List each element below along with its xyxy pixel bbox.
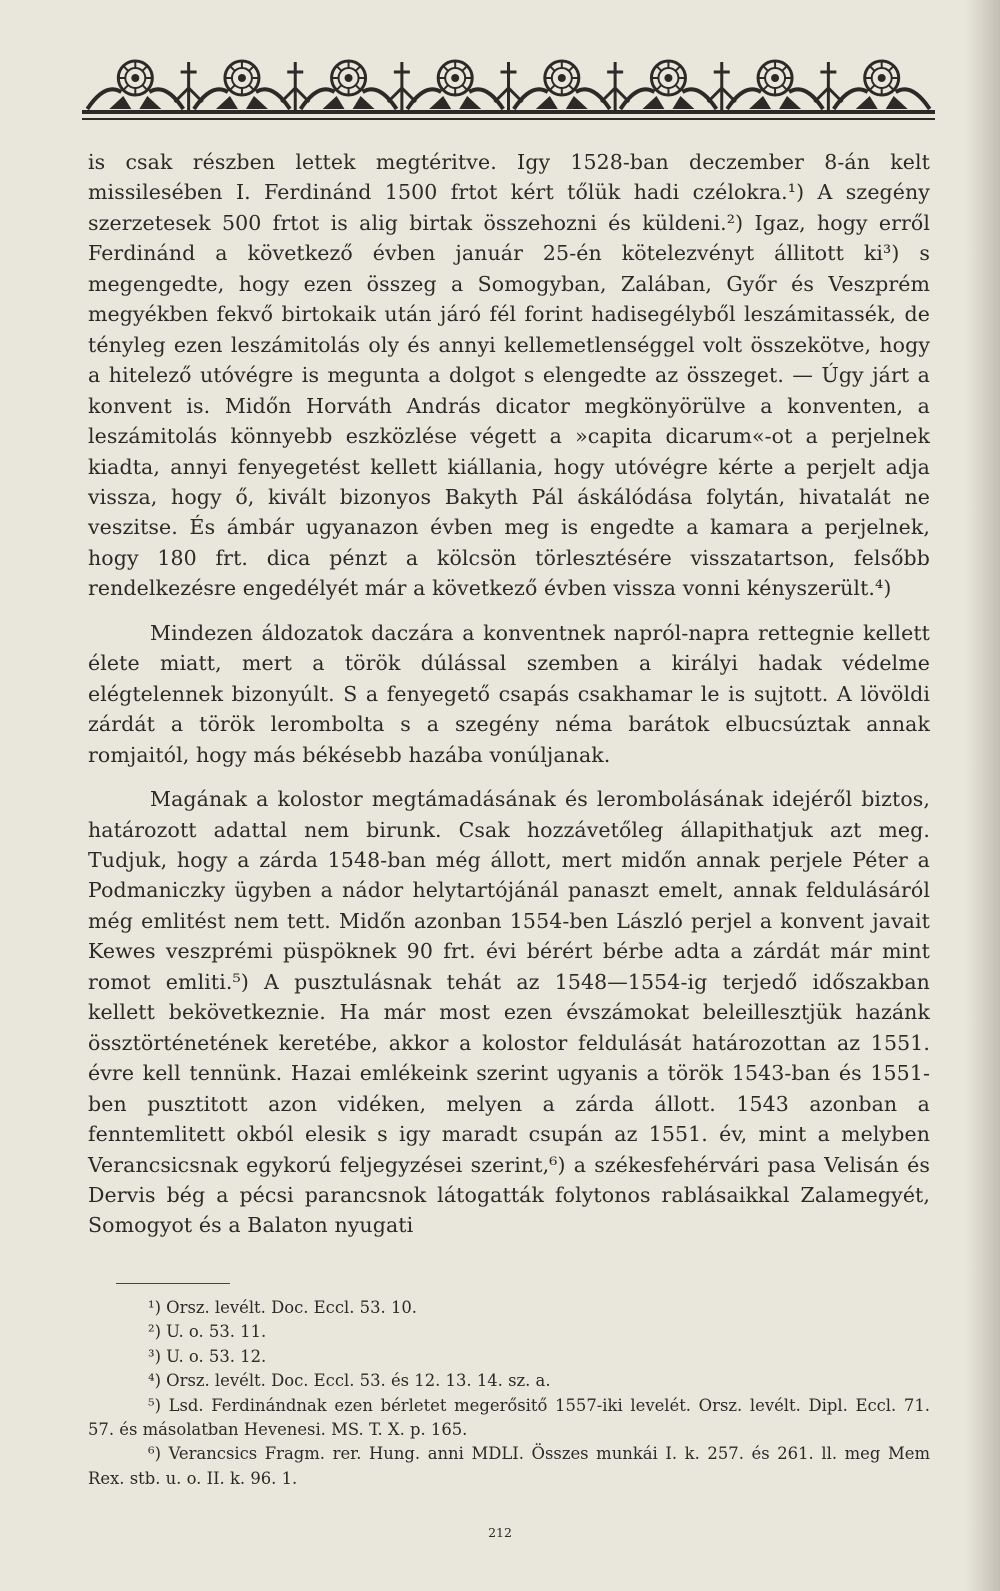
rosette-motif-icon [175,61,290,110]
rosette-motif-icon [814,61,929,110]
footnote-5: ⁵) Lsd. Ferdinándnak ezen bérletet megerősitő 1557-iki levelét. Orsz. levélt. Dipl. Eccl. 71. 57. és másolatban Hevenesi. MS. T. X. p. 165. [88,1395,930,1440]
footnote-3: ³) U. o. 53. 12. [148,1346,267,1366]
footnotes [88,1296,930,1491]
footnote-1: ¹) Orsz. levélt. Doc. Eccl. 53. 10. [148,1298,418,1317]
footnote-4: ⁴) Orsz. levélt. Doc. Eccl. 53. és 12. 13. 14. sz. a. [148,1371,551,1391]
body-text [88,147,930,1241]
rosette-motif-icon [281,61,396,110]
paragraph-1: is csak részben lettek megtéritve. Igy 1528-ban deczember 8-án kelt missilesében I. Ferdinánd 1500 frtot kért tőlük hadi czélokra.¹) A szegény szerzetesek 500 frtot is alig birtak összehozni és küldeni.²) Igaz, hogy erről Ferdinánd a következő évben január 25-én kötelezvényt állitott ki³) s megengedte, hogy ezen összeg a Somogyban, Zalában, Győr és Veszprém megyékben fekvő birtokaik után járó fél forint hadisegélyből leszámitassék, de tényleg ezen leszámitolás oly és annyi kellemetlenséggel volt összekötve, hogy a hitelező utóvégre is megunta a dolgot s elengedte az összeget. — Úgy járt a konvent is. Midőn Horváth András dicator megkönyörülve a konventen, a leszámitolás könnyebb eszközlése végett a »capita dicarum«-ot a perjelnek kiadta, annyi fenyegetést kellett kiállania, hogy utóvégre kérte a perjelt adja vissza, hogy ő, kivált bizonyos Bakyth Pál áskálódása folytán, hivatalát ne veszitse. És ámbár ugyanazon évben meg is engedte a kamara a perjelnek, hogy 180 frt. dica pénzt a kölcsön törlesztésére visszatartson, felsőbb rendelkezésre engedélyét már a következő évben vissza vonni kényszerült.⁴) [88,150,930,601]
rosette-motif-icon [495,61,610,110]
footnote-separator [116,1283,230,1284]
footnote-6: ⁶) Verancsics Fragm. rer. Hung. anni MDLI. Összes munkái I. k. 257. és 261. ll. meg Mem Rex. stb. u. o. II. k. 96. 1. [88,1444,930,1488]
page-number: 212 [488,1525,512,1540]
footnote-2: ²) U. o. 53. 11. [148,1322,267,1342]
rosette-motif-icon [708,61,823,110]
rosette-motif-icon [601,61,716,110]
floral-rosette-border-icon [82,52,935,124]
rosette-motif-icon [87,61,183,109]
rosette-motif-icon [388,61,503,110]
paragraph-3: Magának a kolostor megtámadásának és lerombolásának idejéről biztos, határozott adattal nem birunk. Csak hozzávetőleg állapithatjuk azt meg. Tudjuk, hogy a zárda 1548-ban még állott, mert midőn annak perjele Péter a Podmaniczky ügyben a nádor helytartójánál panaszt emelt, annak feldulásáról még emlitést nem tett. Midőn azonban 1554-ben László perjel a konvent javait Kewes veszprémi püspöknek 90 frt. évi bérért bérbe adta a zárdát már mint romot emliti.⁵) A pusztulásnak tehát az 1548—1554-ig terjedő időszakban kellett bekövetkeznie. Ha már most ezen évszámokat beleillesztjük hazánk össztörténetének keretébe, akkor a kolostor feldulását határozottan az 1551. évre kell tennünk. Hazai emlékeink szerint ugyanis a török 1543-ban és 1551-ben pusztitott azon vidéken, melyen a zárda állott. 1543 azonban a fenntemlitett okból elesik s igy maradt csupán az 1551. év, mint a melyben Verancsicsnak egykorú feljegyzései szerint,⁶) a székesfehérvári pasa Velisán és Dervis bég a pécsi parancsnok látogatták folytonos rablásaikkal Zalamegyét, Somogyot és a Balaton nyugati [88,787,930,1238]
paragraph-2: Mindezen áldozatok daczára a konventnek napról-napra rettegnie kellett élete miatt, mert a török dúlással szemben a királyi hadak védelme elégtelennek bizonyúlt. S a fenyegető csapás csakhamar le is sujtott. A lövöldi zárdát a török lerombolta s a szegény néma barátok elbucsúztak annak romjaitól, hogy más békésebb hazába vonúljanak. [88,620,930,767]
page-edge-shadow [966,0,1000,1591]
